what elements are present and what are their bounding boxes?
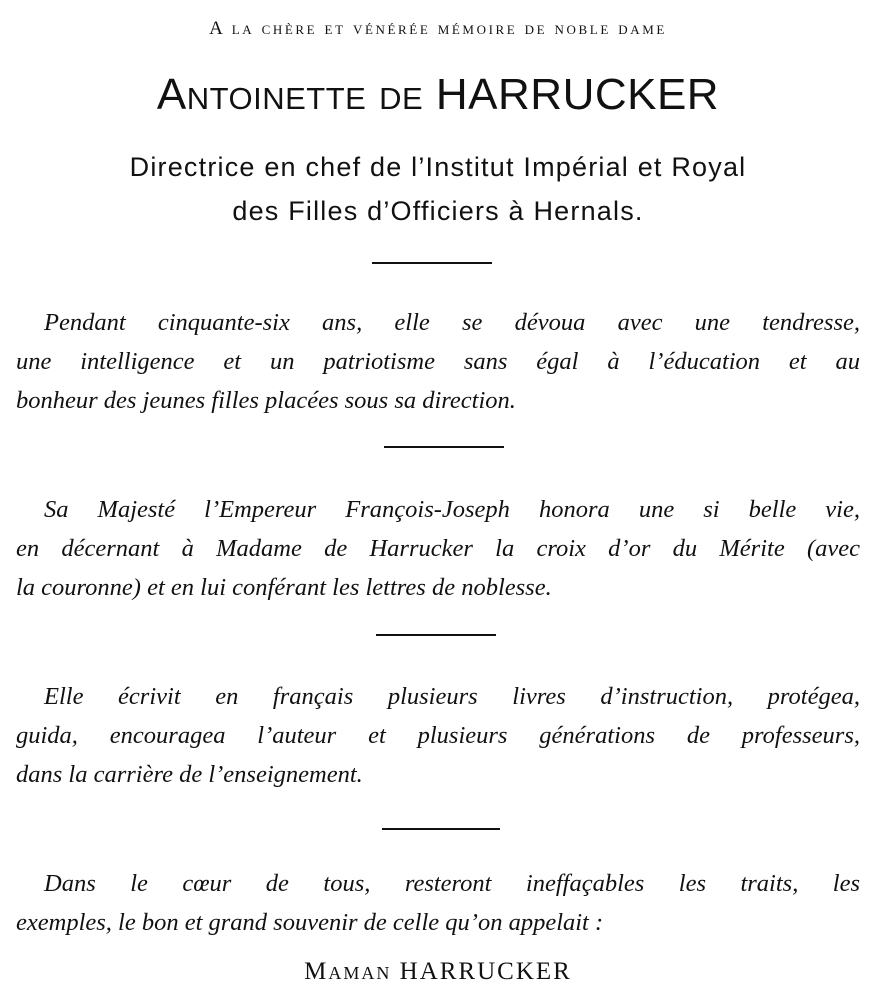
closing-name — [0, 958, 876, 986]
paragraph-line: exemples, le bon et grand souvenir de celle qu’on appelait : — [16, 909, 604, 936]
title-line-1: Directrice en chef de l’Institut Impérial et Royal — [129, 152, 747, 182]
paragraph-line: une intelligence et un patriotisme sans égal à l’éducation et au — [16, 348, 860, 375]
closing-surname: HARRUCKER — [399, 958, 572, 985]
divider-1 — [372, 262, 492, 264]
paragraph-honors — [16, 490, 860, 607]
paragraph-line: Sa Majesté l’Empereur François-Joseph honora une si belle vie, — [44, 496, 860, 523]
paragraph-line: bonheur des jeunes filles placées sous sa direction. — [16, 387, 516, 414]
paragraph-line: la couronne) et en lui conférant les lettres de noblesse. — [16, 574, 552, 601]
divider-4 — [382, 828, 500, 830]
honoree-name — [0, 70, 876, 120]
divider-2 — [384, 446, 504, 448]
paragraph-line: Dans le cœur de tous, resteront ineffaçables les traits, les — [44, 870, 860, 897]
paragraph-line: Pendant cinquante-six ans, elle se dévoua avec une tendresse, — [44, 309, 860, 336]
title-line-2: des Filles d’Officiers à Hernals. — [232, 196, 644, 226]
paragraph-line: dans la carrière de l’enseignement. — [16, 761, 363, 788]
honoree-first-name: Antoinette de — [156, 70, 424, 119]
paragraph-line: en décernant à Madame de Harrucker la croix d’or du Mérite (avec — [16, 535, 860, 562]
divider-3 — [376, 634, 496, 636]
paragraph-writings — [16, 677, 860, 794]
paragraph-devotion — [16, 303, 860, 420]
paragraph-remembrance — [16, 864, 860, 942]
honoree-last-name: HARRUCKER — [435, 70, 720, 119]
paragraph-line: guida, encouragea l’auteur et plusieurs générations de professeurs, — [16, 722, 860, 749]
paragraph-line: Elle écrivit en français plusieurs livres d’instruction, protégea, — [44, 683, 860, 710]
dedication-line: A la chère et vénérée mémoire de noble dame — [209, 18, 667, 39]
closing-maman: Maman — [304, 958, 392, 985]
